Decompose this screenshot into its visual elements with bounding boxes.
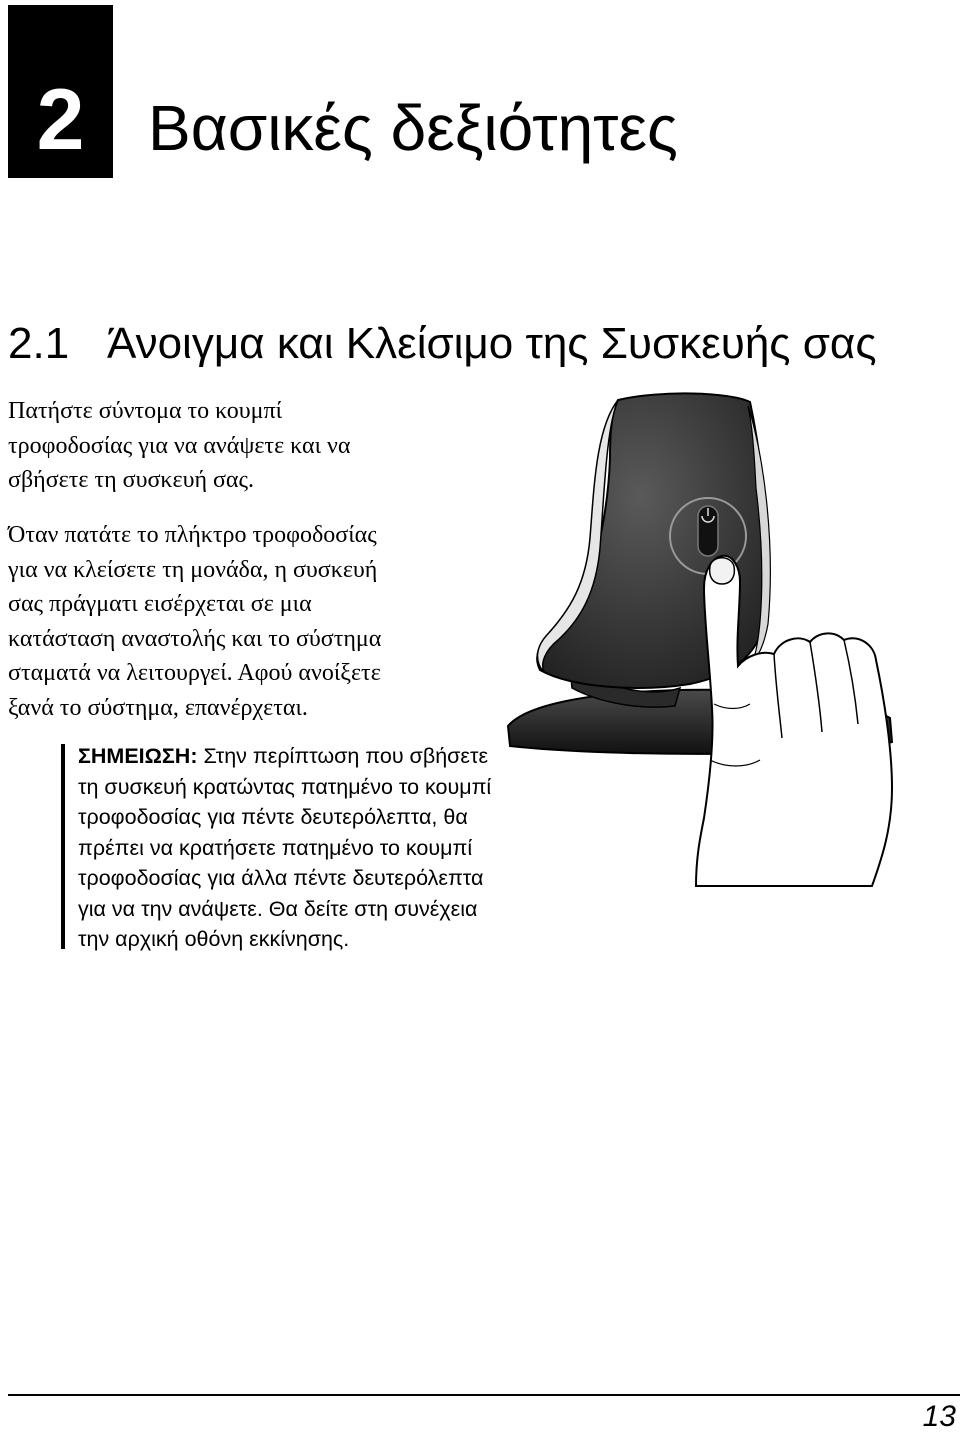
note-line: για να την ανάψετε. Θα δείτε στη συνέχεια xyxy=(78,896,478,921)
section-number: 2.1 xyxy=(8,319,70,368)
note-block xyxy=(78,741,518,955)
text-line: σταματά να λειτουργεί. Αφού ανοίξετε xyxy=(8,660,381,687)
text-line: σας πράγματι εισέρχεται σε μια xyxy=(8,591,312,618)
section-heading xyxy=(8,316,877,372)
page-number: 13 xyxy=(922,1400,956,1433)
text-line: για να κλείσετε τη μονάδα, η συσκευή xyxy=(8,556,378,583)
chapter-title: Βασικές δεξιότητες xyxy=(148,92,678,164)
chapter-number: 2 xyxy=(36,72,85,168)
text-line: Όταν πατάτε το πλήκτρο τροφοδοσίας xyxy=(8,522,377,548)
note-line: την αρχική οθόνη εκκίνησης. xyxy=(78,927,350,951)
suspend-paragraph xyxy=(8,518,508,726)
note-label: ΣΗΜΕΙΩΣΗ: xyxy=(78,744,198,768)
note-line: τη συσκευή κρατώντας πατημένο το κουμπί xyxy=(78,774,492,799)
text-line: σβήσετε τη συσκευή σας. xyxy=(8,467,255,494)
text-line: Πατήστε σύντομα το κουμπί xyxy=(8,398,283,424)
note-line: τροφοδοσίας για άλλα πέντε δευτερόλεπτα xyxy=(78,866,484,890)
text-line: τροφοδοσίας για να ανάψετε και να xyxy=(8,432,351,459)
fingernail xyxy=(710,558,735,584)
note-line: πρέπει να κρατήσετε πατημένο το κουμπί xyxy=(78,835,473,860)
section-title: Άνοιγμα και Κλείσιμο της Συσκευής σας xyxy=(107,319,877,368)
note-text: Στην περίπτωση που σβήσετε xyxy=(203,744,489,768)
text-line: κατάσταση αναστολής και το σύστημα xyxy=(8,625,382,652)
note-line: τροφοδοσίας για πέντε δευτερόλεπτα, θα xyxy=(78,805,468,829)
note-bar xyxy=(61,744,65,949)
note-first-line xyxy=(78,741,518,772)
device-power-illustration xyxy=(500,388,960,888)
footer-rule xyxy=(8,1394,960,1396)
text-line: ξανά το σύστημα, επανέρχεται. xyxy=(8,694,308,721)
intro-paragraph xyxy=(8,394,508,498)
hand-illustration xyxy=(696,556,892,886)
